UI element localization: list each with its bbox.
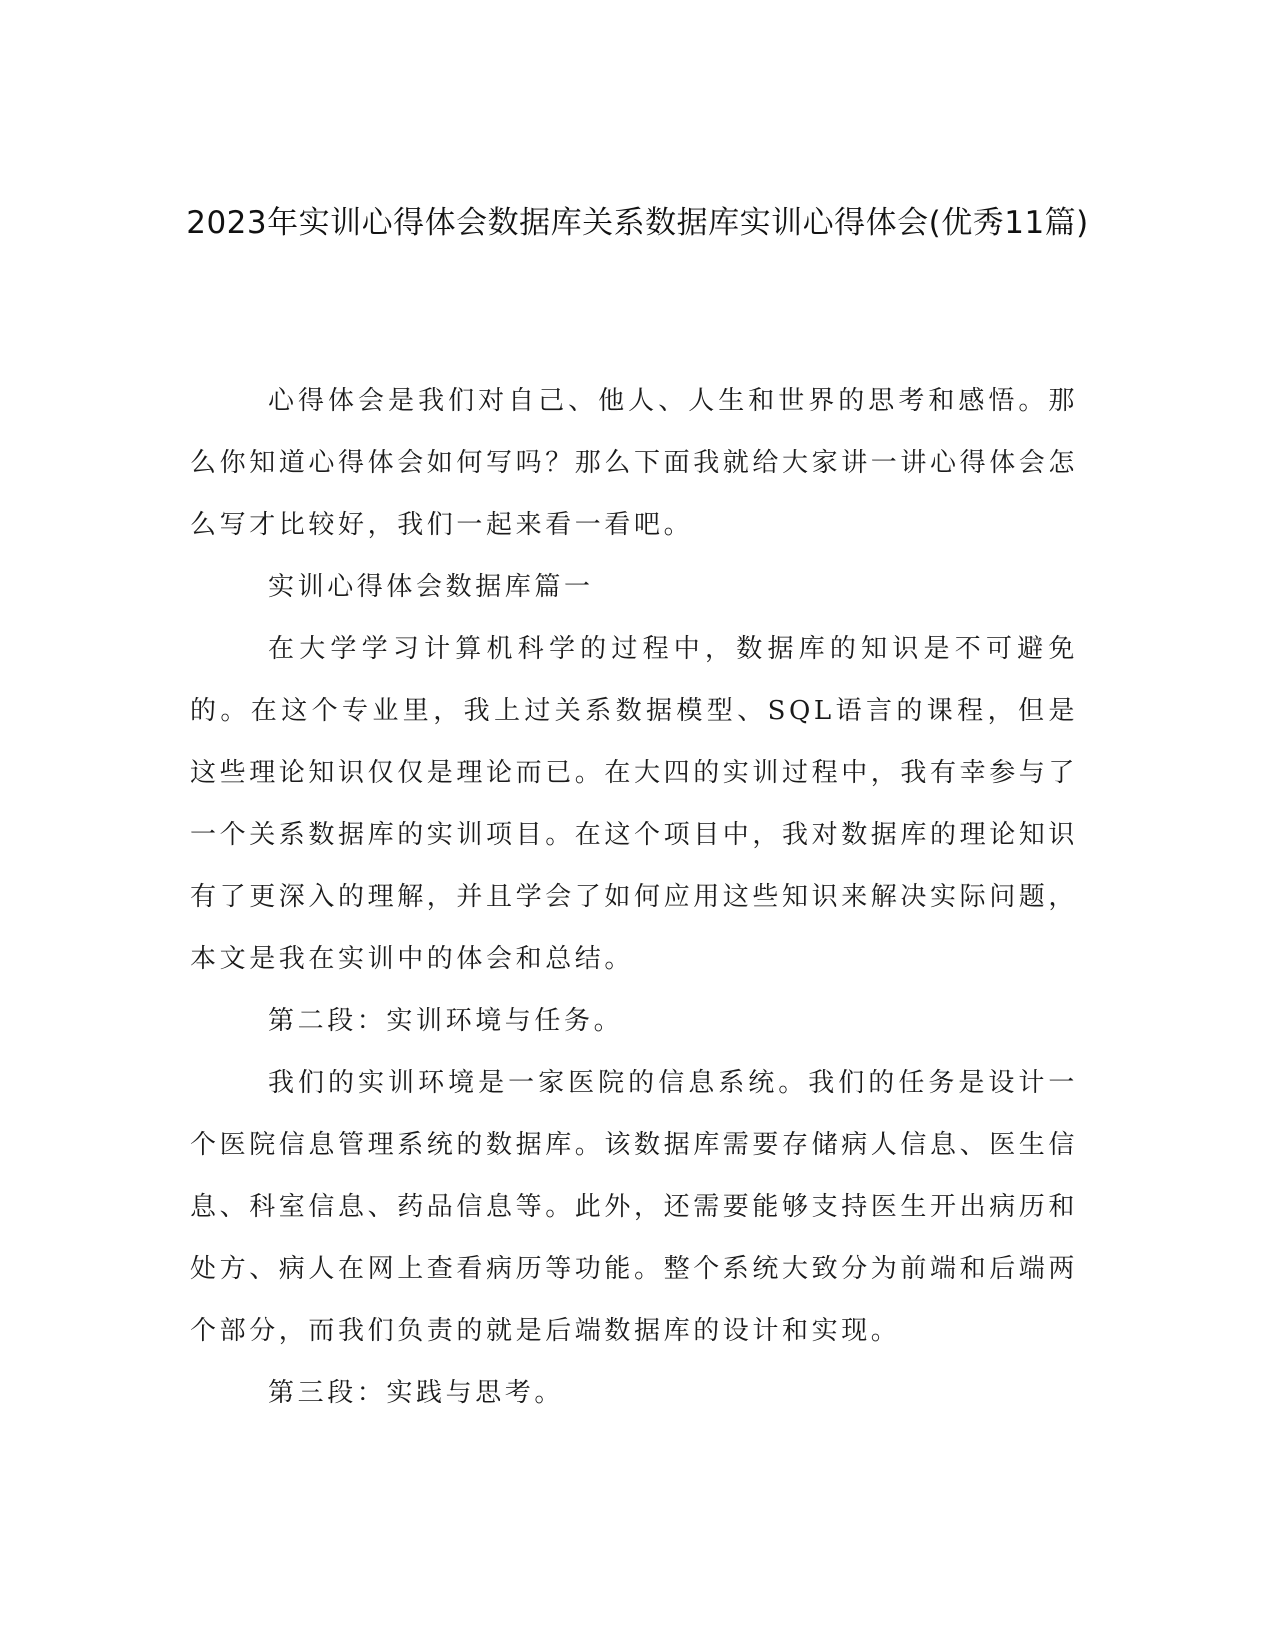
paragraph: 在大学学习计算机科学的过程中，数据库的知识是不可避免的。在这个专业里，我上过关系数据模型、SQL语言的课程，但是这些理论知识仅仅是理论而已。在大四的实训过程中，我有幸参与了一个关系数据库的实训项目。在这个项目中，我对数据库的理论知识有了更深入的理解，并且学会了如何应用这些知识来解决实际问题，本文是我在实训中的体会和总结。: [190, 634, 1079, 974]
section-heading: 实训心得体会数据库篇一: [268, 572, 594, 602]
paragraph: 我们的实训环境是一家医院的信息系统。我们的任务是设计一个医院信息管理系统的数据库。该数据库需要存储病人信息、医生信息、科室信息、药品信息等。此外，还需要能够支持医生开出病历和处方、病人在网上查看病历等功能。整个系统大致分为前端和后端两个部分，而我们负责的就是后端数据库的设计和实现。: [190, 1068, 1079, 1346]
document-body: [190, 370, 1078, 1424]
section-heading: 第三段：实践与思考。: [268, 1378, 565, 1408]
paragraph-intro: 心得体会是我们对自己、他人、人生和世界的思考和感悟。那么你知道心得体会如何写吗？那么下面我就给大家讲一讲心得体会怎么写才比较好，我们一起来看一看吧。: [190, 386, 1079, 540]
section-heading: 第二段：实训环境与任务。: [268, 1006, 624, 1036]
document-title: 2023年实训心得体会数据库关系数据库实训心得体会(优秀11篇): [186, 205, 1089, 241]
